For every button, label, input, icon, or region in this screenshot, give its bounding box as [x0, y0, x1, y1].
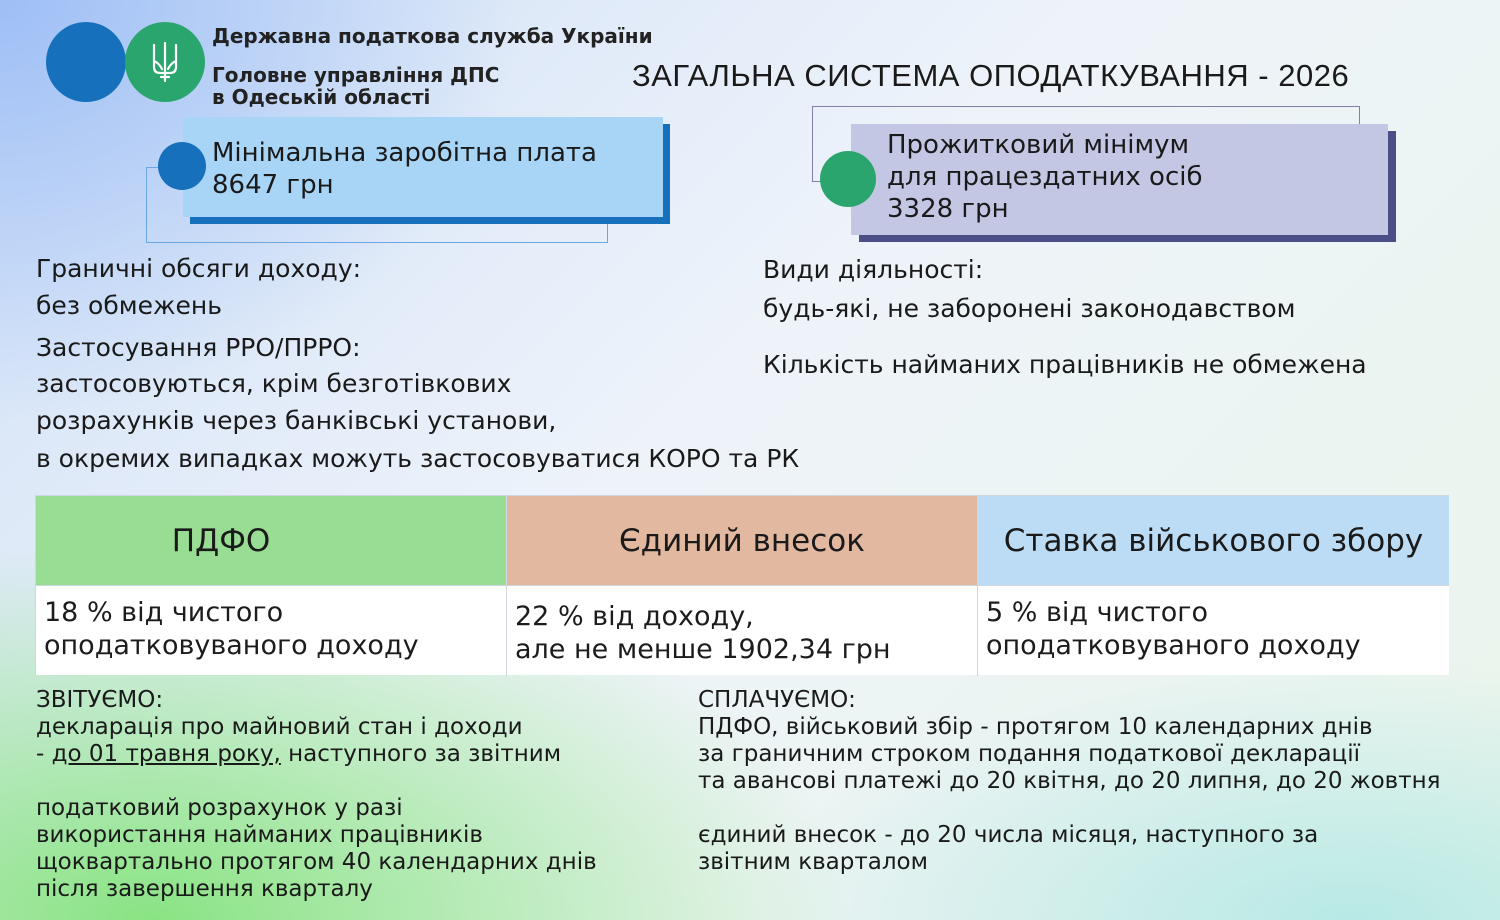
department-name [212, 64, 499, 108]
table-divider [977, 496, 978, 676]
table-header-military-text: Ставка військового збору [1003, 522, 1424, 559]
department-line-2: в Одеській області [212, 85, 431, 109]
pay-line-5: звітним кварталом [698, 849, 928, 875]
logo-green-circle [125, 22, 205, 102]
min-wage-label: Мінімальна заробітна плата [212, 138, 597, 168]
table-cell-esv [507, 585, 977, 675]
income-limit-label: Граничні обсяги доходу: [36, 254, 362, 283]
rro-line-1: застосовуються, крім безготівкових [36, 369, 512, 398]
trident-icon [150, 41, 180, 83]
table-cell-military-line-2: оподатковуваного доходу [986, 630, 1361, 661]
table-header-pdfo [36, 496, 506, 585]
report-line-2-prefix: - [36, 741, 52, 767]
pay-line-3: та авансові платежі до 20 квітня, до 20 липня, до 20 жовтня [698, 768, 1441, 794]
activity-label: Види діяльності: [763, 255, 984, 284]
table-divider [506, 496, 507, 676]
subsistence-line-2: для працездатних осіб [887, 162, 1203, 192]
rro-line-2: розрахунків через банківські установи, [36, 406, 557, 435]
pay-line-1: ПДФО, військовий збір - протягом 10 календарних днів [698, 714, 1373, 740]
activity-value: будь-які, не заборонені законодавством [763, 294, 1296, 323]
report-line-1: декларація про майновий стан і доходи [36, 714, 523, 740]
page-title: ЗАГАЛЬНА СИСТЕМА ОПОДАТКУВАННЯ - 2026 [632, 58, 1350, 93]
logo-blue-circle [46, 22, 126, 102]
subsistence-value: 3328 грн [887, 194, 1009, 224]
report-line-6: після завершення кварталу [36, 876, 373, 902]
subsistence-text [887, 129, 1203, 225]
report-line-3: податковий розрахунок у разі [36, 795, 403, 821]
table-cell-pdfo-line-2: оподатковуваного доходу [44, 630, 419, 661]
report-line-5: щоквартально протягом 40 календарних днів [36, 849, 597, 875]
report-title: ЗВІТУЄМО: [36, 687, 164, 713]
table-cell-pdfo [36, 585, 506, 675]
rro-line-3: в окремих випадках можуть застосовуватися КОРО та РК [36, 444, 800, 473]
table-header-esv [507, 496, 977, 585]
table-cell-pdfo-line-1: 18 % від чистого [44, 597, 284, 628]
report-block [36, 687, 597, 903]
subsistence-dot [820, 151, 876, 207]
subsistence-line-1: Прожитковий мінімум [887, 130, 1190, 160]
report-line-4: використання найманих працівників [36, 822, 483, 848]
min-wage-text [212, 137, 597, 201]
pay-title: СПЛАЧУЄМО: [698, 687, 856, 713]
rro-label: Застосування РРО/ПРРО: [36, 333, 361, 362]
pay-line-4: єдиний внесок - до 20 числа місяця, наступного за [698, 822, 1319, 848]
employees-info: Кількість найманих працівників не обмежена [763, 350, 1367, 379]
min-wage-dot [158, 142, 206, 190]
table-cell-military [978, 585, 1449, 675]
table-header-military [978, 496, 1449, 585]
table-header-esv-text: Єдиний внесок [619, 522, 865, 559]
report-line-2 [36, 741, 597, 768]
table-cell-esv-line-2: але не менше 1902,34 грн [515, 634, 891, 665]
table-cell-esv-line-1: 22 % від доходу, [515, 601, 754, 632]
table-cell-military-line-1: 5 % від чистого [986, 597, 1208, 628]
income-limit-value: без обмежень [36, 291, 222, 320]
min-wage-value: 8647 грн [212, 170, 334, 200]
table-header-pdfo-text: ПДФО [171, 522, 271, 559]
pay-block [698, 687, 1440, 876]
report-line-2-suffix: наступного за звітним [280, 741, 562, 767]
report-deadline: до 01 травня року, [51, 741, 281, 767]
department-line-1: Головне управління ДПС [212, 63, 500, 87]
pay-line-2: за граничним строком подання податкової декларації [698, 741, 1360, 767]
org-name: Державна податкова служба України [212, 24, 653, 48]
tax-rates-table [35, 495, 1449, 675]
